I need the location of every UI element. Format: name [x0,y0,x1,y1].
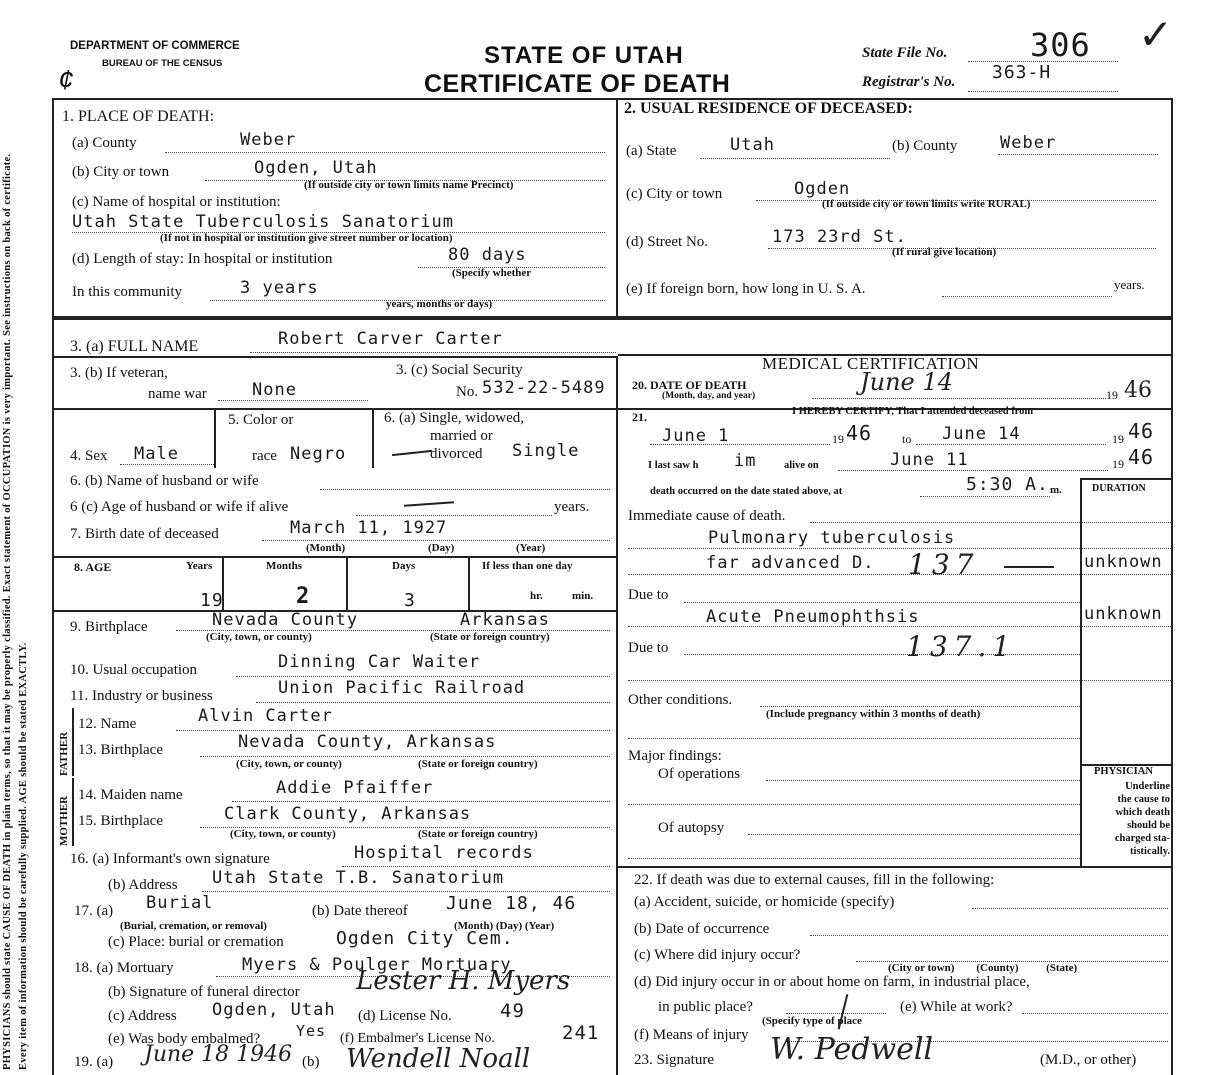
md-label: (M.D., or other) [1040,1052,1137,1068]
father-state-note: (State or foreign country) [418,758,538,770]
cause-1: Pulmonary tuberculosis [708,528,956,548]
last-year-prefix: 19 [1112,457,1124,471]
external-heading: 22. If death was due to external causes, fill in the following: [634,872,995,888]
res-street-note: (If rural give location) [892,246,997,258]
occupation-value: Dinning Car Waiter [278,652,481,672]
age-lt-day-label: If less than one day [482,560,573,572]
ssn-value: 532-22-5489 [482,378,606,398]
informant-addr-value: Utah State T.B. Sanatorium [212,868,505,888]
age-days-label: Days [392,560,416,572]
margin-instructions [0,0,45,1075]
check-mark: ✓ [1138,10,1174,59]
marital-label-2: married or [430,428,493,444]
father-city-note: (City, town, or county) [236,758,342,770]
birth-date-label: 7. Birth date of deceased [70,526,219,542]
birth-year-note: (Year) [516,542,546,554]
alive-on-label: alive on [784,460,819,471]
marital-scribble [392,450,432,456]
to-year: 46 [1128,419,1155,443]
sex-label: 4. Sex [70,448,108,464]
father-name-label: 12. Name [78,716,137,732]
cause-1-code: 137 [908,548,980,581]
mother-tag: MOTHER [58,795,70,846]
mother-state-note: (State or foreign country) [418,828,538,840]
signature-label: 23. Signature [634,1052,714,1068]
ymd-note: years, months or days) [386,298,493,310]
age-days-value: 3 [404,590,416,611]
color-label: 5. Color or [228,412,294,428]
mortuary-label: 18. (a) Mortuary [74,960,174,976]
res-city-label: (c) City or town [626,186,723,202]
physician-box-title: PHYSICIAN [1094,766,1153,777]
age-hr-label: hr. [530,590,543,602]
sex-value: Male [134,444,179,464]
res-state-label: (a) State [626,143,677,159]
death-time-suffix: m. [1050,484,1062,496]
state-title: STATE OF UTAH [484,42,684,69]
filed-date: June 18 1946 [144,1042,293,1067]
mother-city-note: (City, town, or county) [230,828,336,840]
certify-number: 21. [632,410,647,424]
physician-box-text [1084,780,1170,858]
age-months-value: 2 [296,584,311,609]
birthplace-state: Arkansas [460,610,550,630]
last-saw-label: I last saw h [648,460,699,471]
res-state-value: Utah [730,135,775,155]
accident-label: (a) Accident, suicide, or homicide (specify) [634,894,895,910]
registrar-label: Registrar's No. [862,74,956,90]
bureau-label: BUREAU OF THE CENSUS [102,58,223,69]
due-to-1-label: Due to [628,587,669,603]
residence-heading: 2. USUAL RESIDENCE OF DECEASED: [624,100,913,117]
dod-label: 20. DATE OF DEATH [632,378,747,392]
spouse-years-label: years. [554,499,590,515]
community-value: 3 years [240,278,319,298]
death-time-label: death occurred on the date stated above, at [650,486,843,497]
war-label: name war [148,386,207,402]
race-label: race [252,448,277,464]
certificate-title: CERTIFICATE OF DEATH [424,70,731,98]
res-city-note: (If outside city or town limits write RURAL) [822,198,1031,210]
other-conditions-note: (Include pregnancy within 3 months of death) [766,708,981,720]
birthplace-state-note: (State or foreign country) [430,631,550,643]
full-name-label: 3. (a) FULL NAME [70,338,199,355]
physician-box-line: the cause to [1117,794,1170,805]
from-year-prefix: 19 [832,432,844,446]
informant-label: 16. (a) Informant's own signature [70,851,270,867]
war-value: None [252,380,297,400]
mother-maiden-value: Addie Pfaiffer [276,778,434,798]
physician-box-line: should be [1127,820,1170,831]
state-file-label: State File No. [862,45,948,61]
from-year: 46 [846,421,873,445]
father-bp-value: Nevada County, Arkansas [238,732,497,752]
age-label: 8. AGE [74,560,112,574]
hospital-value: Utah State Tuberculosis Sanatorium [72,212,454,232]
age-years-value: 19 [200,590,224,611]
funeral-director-signature: Lester H. Myers [356,966,571,996]
res-city-value: Ogden [794,179,851,199]
major-findings-label: Major findings: [628,748,722,764]
burial-place-value: Ogden City Cem. [336,928,514,949]
dept-label: DEPARTMENT OF COMMERCE [70,40,240,52]
dod-note: (Month, day, and year) [662,391,756,401]
state-file-number: 306 [1030,26,1091,64]
certify-text: I HEREBY CERTIFY, That I attended deceased from [792,406,1034,417]
dod-value: June 14 [860,368,953,396]
last-seen-date: June 11 [890,450,969,470]
funeral-director-label: (b) Signature of funeral director [108,984,300,1000]
informant-addr-label: (b) Address [108,877,178,893]
embalmed-value: Yes [296,1022,327,1040]
cause-1-dash [1004,566,1054,568]
attended-to: June 14 [942,424,1021,444]
foreign-born-label: (e) If foreign born, how long in U. S. A. [626,281,866,297]
specify-place-note: (Specify type of place [762,1015,862,1027]
last-saw-value: im [734,451,757,471]
race-value: Negro [290,444,347,464]
margin-text-1: PHYSICIANS should state CAUSE OF DEATH in plain terms, so that it may be properly classified. Exact statement of OCCUPATION is very important. See instructions on back of certificate. [2,153,13,1070]
age-years-label: Years [186,560,213,572]
mortuary-value: Myers & Poulger Mortuary [242,955,512,975]
cause-2: Acute Pneumophthsis [706,607,920,627]
while-at-work-label: (e) While at work? [900,999,1013,1015]
autopsy-label: Of autopsy [658,820,725,836]
physician-box-line: charged sta- [1114,833,1170,844]
death-city-note: (If outside city or town limits name Precinct) [304,179,514,191]
registrar-number: 363-H [992,62,1052,83]
physician-box-line: Underline [1125,781,1170,792]
community-label: In this community [72,284,182,300]
stay-value: 80 days [448,245,527,265]
physician-box-line: which death [1115,807,1170,818]
attended-from: June 1 [662,426,730,446]
burial-date-note: (Month) (Day) (Year) [454,920,555,932]
immediate-cause-label: Immediate cause of death. [628,508,786,524]
to-year-prefix: 19 [1112,432,1124,446]
cause-1b: far advanced D. [706,553,875,573]
veteran-label: 3. (b) If veteran, [70,365,168,381]
burial-date-label: (b) Date thereof [312,903,408,919]
hospital-note: (If not in hospital or institution give street number or location) [160,232,453,244]
birthplace-label: 9. Birthplace [70,619,148,635]
res-county-label: (b) County [892,138,958,154]
father-bp-label: 13. Birthplace [78,742,163,758]
ssn-label: 3. (c) Social Security [396,362,523,378]
death-time-value: 5:30 A. [966,474,1049,495]
spouse-age-label: 6 (c) Age of husband or wife if alive [70,499,289,515]
marital-value: Single [512,441,580,461]
other-conditions-label: Other conditions. [628,692,733,708]
due-to-2-label: Due to [628,640,669,656]
margin-text-2: Every item of information should be carefully supplied. AGE should be stated EXACTLY. [18,642,29,1070]
duration-1: unknown [1084,552,1163,572]
home-label: (d) Did injury occur in or about home on farm, in industrial place, [634,974,1030,990]
embalmed-label: (e) Was body embalmed? [108,1031,261,1047]
physician-signature: W. Pedwell [770,1032,934,1067]
cause-2-code: 137.1 [906,630,1017,663]
age-min-label: min. [572,590,594,602]
public-place-label: in public place? [658,999,753,1015]
res-street-label: (d) Street No. [626,234,709,250]
embalmer-license-value: 241 [562,1022,600,1044]
full-name-value: Robert Carver Carter [278,329,503,349]
mother-bp-value: Clark County, Arkansas [224,804,472,824]
industry-value: Union Pacific Railroad [278,678,526,698]
death-city-value: Ogden, Utah [254,158,378,178]
operations-label: Of operations [658,766,741,782]
burial-note: (Burial, cremation, or removal) [120,920,267,932]
physician-box-line: tistically. [1130,846,1170,857]
hospital-label: (c) Name of hospital or institution: [72,194,281,210]
corner-mark: ¢ [58,64,74,95]
father-name-value: Alvin Carter [198,706,333,726]
birth-month-note: (Month) [306,542,346,554]
occurrence-label: (b) Date of occurrence [634,921,770,937]
mortuary-addr-label: (c) Address [108,1008,177,1024]
filed-label: 19. (a) [74,1054,114,1070]
res-county-value: Weber [1000,133,1057,153]
foreign-years-label: years. [1114,277,1145,292]
birthplace-city-note: (City, town, or county) [206,631,312,643]
where-label: (c) Where did injury occur? [634,947,801,963]
burial-label: 17. (a) [74,903,114,919]
birthplace-county: Nevada County [212,610,359,630]
registrar-signature: Wendell Noall [346,1044,531,1074]
burial-place-label: (c) Place: burial or cremation [108,934,284,950]
where-note: (City or town) (County) (State) [888,962,1078,974]
spouse-age-dash [404,501,454,506]
ssn-no-label: No. [456,384,479,400]
dod-year-prefix: 19 [1106,388,1118,402]
duration-2: unknown [1084,604,1163,624]
birth-day-note: (Day) [428,542,455,554]
dod-year: 46 [1124,378,1152,403]
license-label: (d) License No. [358,1008,452,1024]
stay-label: (d) Length of stay: In hospital or institution [72,251,333,267]
death-county-value: Weber [240,130,297,150]
specify-note: (Specify whether [452,267,532,279]
father-tag: FATHER [58,731,70,776]
death-city-label: (b) City or town [72,164,170,180]
burial-value: Burial [146,893,214,913]
place-of-death-heading: 1. PLACE OF DEATH: [62,108,215,125]
death-county-label: (a) County [72,135,137,151]
embalmer-license-label: (f) Embalmer's License No. [340,1031,495,1046]
marital-label-3: divorced [430,446,483,462]
to-label: to [902,432,912,446]
means-label: (f) Means of injury [634,1027,749,1043]
mother-maiden-label: 14. Maiden name [78,787,183,803]
age-months-label: Months [266,560,303,572]
marital-label-1: 6. (a) Single, widowed, [384,410,524,426]
medical-heading: MEDICAL CERTIFICATION [762,354,980,373]
informant-value: Hospital records [354,843,534,863]
duration-label: DURATION [1092,483,1146,494]
birth-date-value: March 11, 1927 [290,518,448,538]
mortuary-addr-value: Ogden, Utah [212,1000,336,1020]
last-year: 46 [1128,445,1155,469]
burial-date-value: June 18, 46 [446,893,577,914]
industry-label: 11. Industry or business [70,688,213,704]
license-value: 49 [500,1000,525,1022]
registrar-sig-label: (b) [302,1054,320,1070]
spouse-label: 6. (b) Name of husband or wife [70,473,259,489]
occupation-label: 10. Usual occupation [70,662,198,678]
mother-bp-label: 15. Birthplace [78,813,163,829]
res-street-value: 173 23rd St. [772,227,907,247]
